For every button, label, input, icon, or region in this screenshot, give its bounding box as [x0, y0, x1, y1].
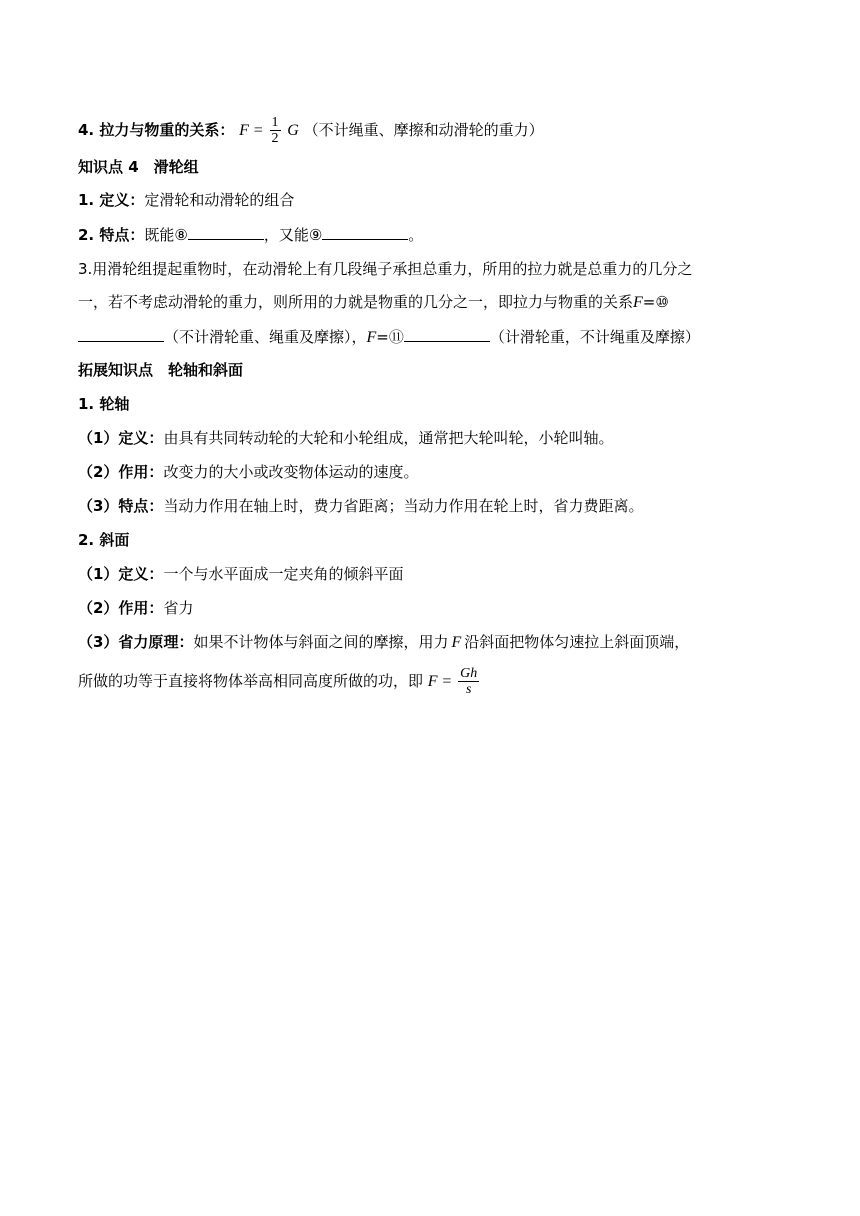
function-label: （2）作用：: [78, 463, 164, 481]
relation-heading: 4. 拉力与物重的关系：: [78, 121, 235, 139]
incline-principle-line-1: [78, 632, 689, 653]
feature-text: 当动力作用在轴上时，费力省距离；当动力作用在轮上时，省力费距离。: [163, 497, 644, 515]
paragraph-text-2: （计滑轮重，不计绳重及摩擦）: [489, 328, 700, 346]
relation-note: （不计绳重、摩擦和动滑轮的重力）: [303, 121, 544, 139]
feature-line: [78, 224, 423, 245]
principle-text-3: 所做的功等于直接将物体举高相同高度所做的功，即: [78, 672, 424, 690]
pulley-block-paragraph-line-3: [78, 326, 700, 348]
definition-label: （1）定义：: [78, 429, 164, 447]
formula-equals: =: [442, 673, 452, 690]
wheel-axle-function-line: [78, 462, 418, 482]
function-text: 省力: [163, 599, 194, 617]
incline-function-line: [78, 598, 193, 618]
wheel-axle-definition-line: [78, 428, 613, 448]
formula-f: F: [239, 122, 249, 139]
fraction-denominator: 2: [271, 131, 279, 146]
incline-principle-line-2: [78, 666, 481, 697]
blank-marker-11: =⑪: [376, 328, 404, 346]
blank-9[interactable]: [322, 224, 408, 240]
fraction-numerator: Gh: [460, 666, 478, 681]
definition-label: （1）定义：: [78, 565, 164, 583]
blank-marker-10: =⑩: [642, 293, 669, 311]
formula-fraction: [270, 115, 281, 146]
definition-line: [78, 190, 294, 210]
pull-weight-relation-line: [78, 115, 544, 146]
feature-text-2: ，又能⑨: [263, 226, 323, 244]
section-heading-pulley-block: 知识点 4 滑轮组: [78, 158, 199, 176]
blank-10[interactable]: [78, 326, 164, 342]
principle-label: （3）省力原理：: [78, 633, 194, 651]
incline-definition-line: [78, 564, 403, 584]
formula-equals: =: [253, 122, 263, 139]
function-text: 改变力的大小或改变物体运动的速度。: [163, 463, 419, 481]
subheading-incline: 2. 斜面: [78, 531, 130, 549]
wheel-axle-feature-line: [78, 496, 643, 516]
formula-f: F: [451, 634, 462, 651]
definition-label: 1. 定义：: [78, 191, 145, 209]
fraction-numerator: 1: [271, 115, 279, 130]
principle-text-1: 如果不计物体与斜面之间的摩擦，用力: [193, 633, 449, 651]
feature-label: （3）特点：: [78, 497, 164, 515]
feature-text-1: 既能⑧: [144, 226, 188, 244]
paragraph-text: 一，若不考虑动滑轮的重力，则所用的力就是物重的几分之一，即拉力与物重的关系: [78, 293, 634, 311]
principle-text-2: 沿斜面把物体匀速拉上斜面顶端，: [464, 633, 690, 651]
pulley-block-paragraph-line-1: 3.用滑轮组提起重物时，在动滑轮上有几段绳子承担总重力，所用的拉力就是总重力的几分之: [78, 260, 693, 278]
formula-f: F: [366, 329, 377, 346]
formula-f: F: [427, 673, 438, 690]
blank-11[interactable]: [404, 326, 490, 342]
paragraph-text-1: （不计滑轮重、绳重及摩擦），: [164, 328, 367, 346]
fraction-denominator: s: [466, 682, 472, 697]
definition-text: 定滑轮和动滑轮的组合: [144, 191, 295, 209]
definition-text: 一个与水平面成一定夹角的倾斜平面: [163, 565, 404, 583]
subheading-wheel-axle: 1. 轮轴: [78, 395, 130, 413]
function-label: （2）作用：: [78, 599, 164, 617]
blank-8[interactable]: [188, 224, 264, 240]
section-heading-wheel-axle-incline: 拓展知识点 轮轴和斜面: [78, 361, 244, 379]
formula-fraction: [458, 666, 479, 697]
pulley-block-paragraph-line-2: [78, 292, 669, 313]
formula-g: G: [287, 122, 299, 139]
definition-text: 由具有共同转动轮的大轮和小轮组成，通常把大轮叫轮，小轮叫轴。: [163, 429, 614, 447]
feature-text-3: 。: [408, 226, 424, 244]
feature-label: 2. 特点：: [78, 226, 145, 244]
formula-f: F: [633, 294, 643, 311]
